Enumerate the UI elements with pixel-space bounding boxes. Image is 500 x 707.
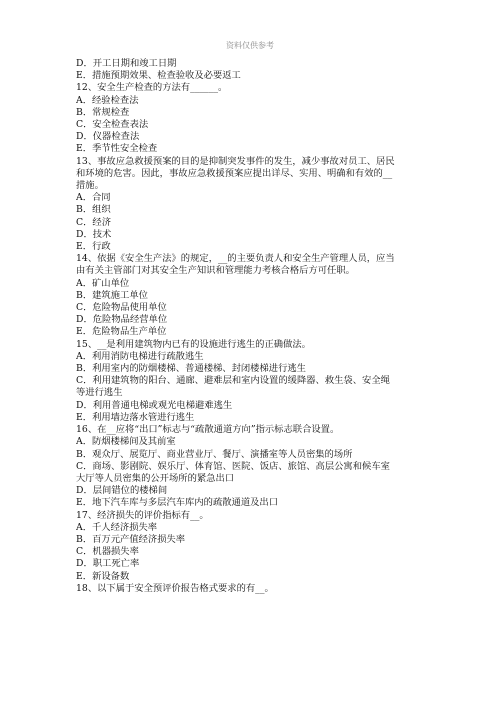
answer-option: D．职工死亡率 (76, 558, 140, 570)
answer-option: B．常规检查 (76, 106, 130, 118)
answer-option: B．建筑施工单位 (76, 289, 148, 301)
answer-option: D．仪器检查法 (76, 131, 140, 143)
question-text-line: 措施。 (76, 180, 104, 192)
answer-option: A．经验检查法 (76, 94, 139, 106)
question-text-line: 18、以下属于安全预评价报告格式要求的有__。 (76, 582, 274, 594)
answer-option: A．合同 (76, 192, 111, 204)
question-text-line: 由有关主管部门对其安全生产知识和管理能力考核合格后方可任职。 (76, 265, 355, 277)
question-text-line: 13、事故应急救援预案的目的是抑制突发事件的发生，减少事故对员工、居民 (76, 155, 395, 167)
answer-option: E．新设备数 (76, 570, 130, 582)
answer-option: D．危险物品经营单位 (76, 314, 168, 326)
question-text-line: 和环境的危害。因此，事故应急救援预案应提出详尽、实用、明确和有效的__ (76, 167, 393, 179)
answer-option: C．利用建筑物的阳台、通廊、避难层和室内设置的缓降器、救生袋、安全绳 (76, 375, 390, 387)
answer-option: E．季节性安全检查 (76, 143, 158, 155)
answer-option: A．防烟楼梯间及其前室 (76, 436, 176, 448)
answer-option: C．机器损失率 (76, 546, 139, 558)
answer-option: A．千人经济损失率 (76, 521, 158, 533)
question-text-line: 14、依据《安全生产法》的规定，__的主要负责人和安全生产管理人员，应当 (76, 253, 395, 265)
answer-option: 等进行逃生 (76, 387, 123, 399)
answer-option: C．商场、影剧院、娱乐厅、体育馆、医院、饭店、旅馆、高层公寓和候车室 (76, 460, 390, 472)
answer-option: D．利用普通电梯或观光电梯避难逃生 (76, 399, 233, 411)
answer-option: C．危险物品使用单位 (76, 302, 167, 314)
answer-option: C．经济 (76, 216, 112, 228)
answer-option: B．百万元产值经济损失率 (76, 533, 186, 545)
answer-option: D．层间错位的楼梯间 (76, 485, 168, 497)
answer-option: 大厅等人员密集的公开场所的紧急出口 (76, 472, 235, 484)
answer-option: D．开工日期和竣工日期 (76, 58, 177, 69)
answer-option: B．观众厅、展览厅、商业营业厅、餐厅、演播室等人员密集的场所 (76, 448, 353, 460)
answer-option: C．安全检查表法 (76, 119, 149, 131)
question-content (76, 58, 432, 595)
answer-option: E．地下汽车库与多层汽车库内的疏散通道及出口 (76, 497, 279, 509)
answer-option: E．措施预期效果、检查验收及必要返工 (76, 70, 241, 82)
answer-option: D．技术 (76, 228, 112, 240)
question-text-line: 16、在__应将“出口”标志与“疏散通道方向”指示标志联合设置。 (76, 424, 340, 436)
answer-option: E．利用墙边落水管进行逃生 (76, 411, 195, 423)
answer-option: E．危险物品生产单位 (76, 326, 167, 338)
question-text-line: 17、经济损失的评价指标有__。 (76, 509, 209, 521)
answer-option: A．矿山单位 (76, 277, 130, 289)
question-text-line: 12、安全生产检查的方法有______。 (76, 82, 228, 94)
answer-option: B．利用室内的防烟楼梯、普通楼梯、封闭楼梯进行逃生 (76, 363, 306, 375)
question-text-line: 15、__是利用建筑物内已有的设施进行逃生的正确做法。 (76, 338, 311, 350)
page-header: 资料仅供参考 (226, 41, 274, 50)
answer-option: E．行政 (76, 241, 111, 253)
answer-option: B．组织 (76, 204, 111, 216)
answer-option: A．利用消防电梯进行疏散逃生 (76, 350, 204, 362)
